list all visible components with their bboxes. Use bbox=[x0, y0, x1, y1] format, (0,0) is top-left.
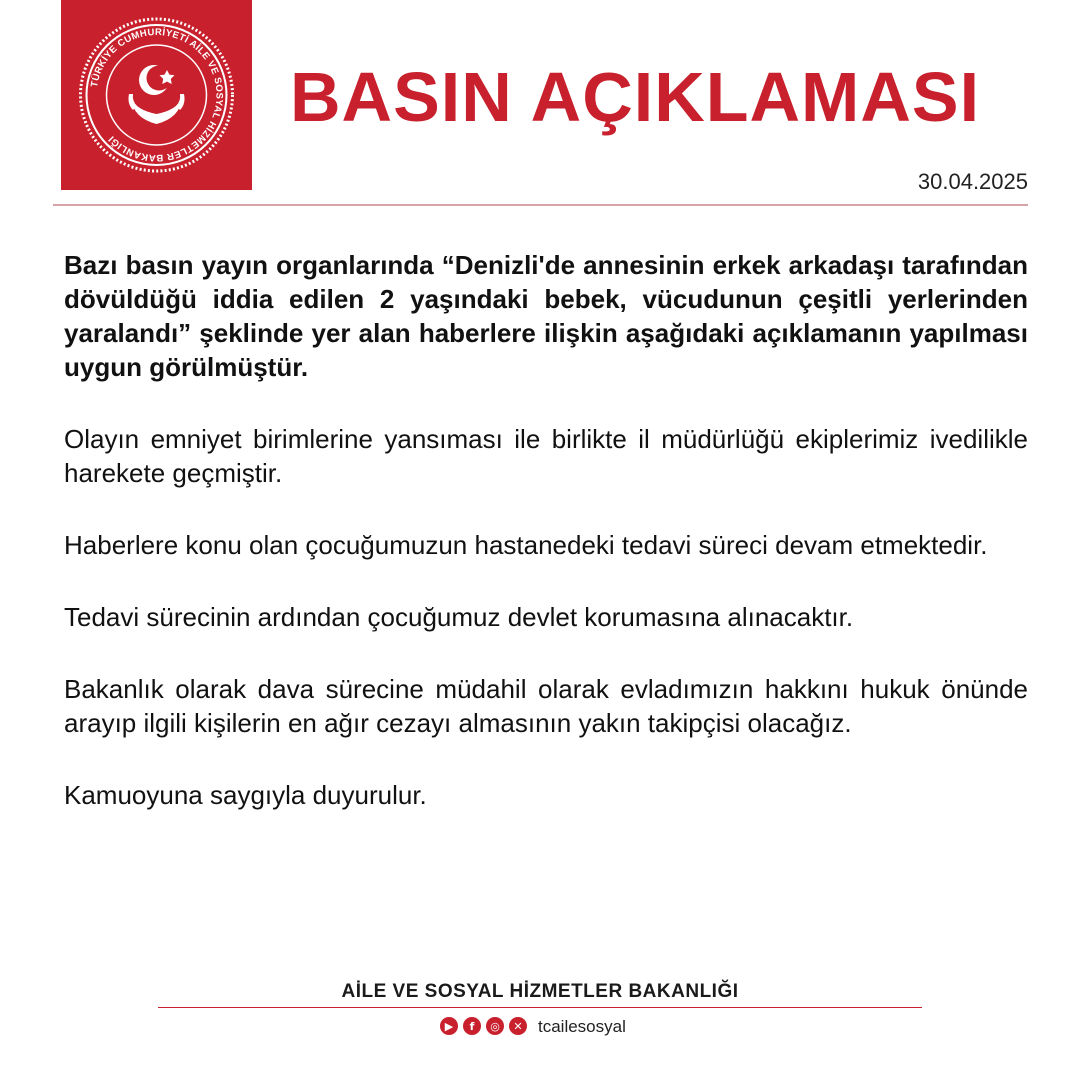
statement-body bbox=[64, 248, 1028, 850]
footer-organization: AİLE VE SOSYAL HİZMETLER BAKANLIĞI bbox=[341, 981, 739, 1002]
publication-date: 30.04.2025 bbox=[917, 169, 1028, 194]
social-handle[interactable]: tcailesosyal bbox=[538, 1016, 626, 1036]
paragraph: Olayın emniyet birimlerine yansıması ile birlikte il müdürlüğü ekiplerimiz ivedilikle harekete geçmiştir. bbox=[64, 424, 1028, 488]
paragraph: Bakanlık olarak dava sürecine müdahil olarak evladımızın hakkını hukuk önünde arayıp ilgili kişilerin en ağır cezayı almasının yakın takipçisi olacağız. bbox=[64, 674, 1028, 738]
paragraph: Tedavi sürecinin ardından çocuğumuz devlet korumasına alınacaktır. bbox=[64, 602, 854, 632]
ministry-logo bbox=[61, 0, 252, 190]
svg-text:TÜRKİYE CUMHURİYETİ AİLE VE SO: TÜRKİYE CUMHURİYETİ AİLE VE SOSYAL HİZMETLER BAKANLIĞI bbox=[89, 26, 225, 164]
paragraph-lead: Bazı basın yayın organlarında “Denizli'de annesinin erkek arkadaşı tarafından dövüldüğü iddia edilen 2 yaşındaki bebek, vücudunun çeşitli yerlerinden yaralandı” şeklinde yer alan haberlere ilişkin aşağıdaki açıklamanın yapılması uygun görülmüştür. bbox=[64, 250, 1028, 382]
logo-emblem-icon bbox=[61, 0, 252, 190]
x-icon[interactable]: ✕ bbox=[509, 1017, 527, 1035]
page-title: BASIN AÇIKLAMASI bbox=[290, 58, 981, 136]
footer-divider bbox=[158, 1007, 922, 1008]
youtube-icon[interactable]: ▶ bbox=[440, 1017, 458, 1035]
instagram-icon[interactable]: ◎ bbox=[486, 1017, 504, 1035]
social-links bbox=[440, 1016, 626, 1036]
facebook-icon[interactable]: f bbox=[463, 1017, 481, 1035]
paragraph: Kamuoyuna saygıyla duyurulur. bbox=[64, 780, 427, 810]
paragraph: Haberlere konu olan çocuğumuzun hastanedeki tedavi süreci devam etmektedir. bbox=[64, 530, 988, 560]
header-divider bbox=[53, 204, 1028, 206]
